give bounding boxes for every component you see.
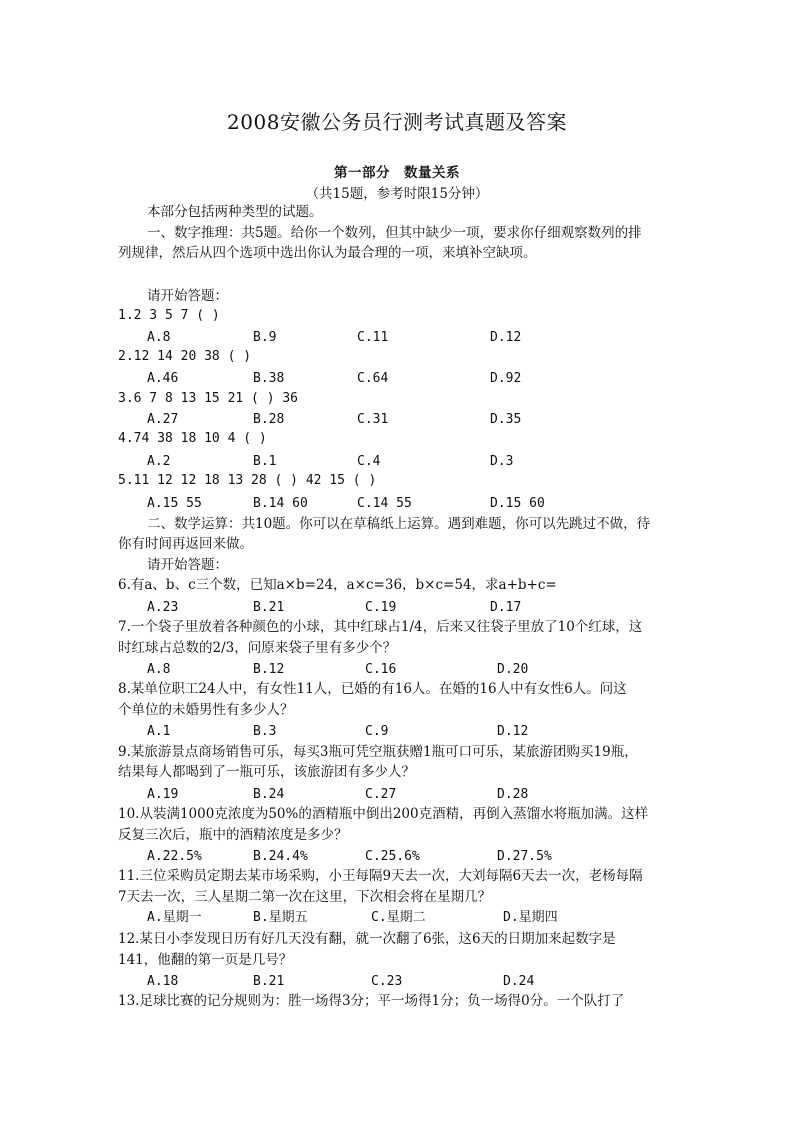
question-7-line1: 7.一个袋子里放着各种颜色的小球，其中红球占1/4，后来又往袋子里放了10个红球，这 bbox=[118, 619, 643, 635]
question-2-option-b: B.38 bbox=[253, 371, 285, 386]
question-10-option-b: B.24.4% bbox=[253, 849, 308, 864]
question-5-option-d: D.15 60 bbox=[490, 496, 545, 511]
question-9-option-b: B.24 bbox=[253, 787, 285, 802]
section1-instructions-line1: 一、数字推理：共5题。给你一个数列，但其中缺少一项，要求你仔细观察数列的排 bbox=[147, 225, 642, 241]
question-6-option-c: C.19 bbox=[365, 600, 397, 615]
question-12-line1: 12.某日小李发现日历有好几天没有翻，就一次翻了6张，这6天的日期加来起数字是 bbox=[118, 931, 616, 947]
question-2-option-d: D.92 bbox=[490, 371, 522, 386]
question-12-option-c: C.23 bbox=[371, 974, 403, 989]
question-10-line1: 10.从装满1000克浓度为50%的酒精瓶中倒出200克酒精，再倒入蒸馏水将瓶加满。这样 bbox=[118, 806, 649, 822]
part-subheading: （共15题，参考时限15分钟） bbox=[305, 186, 489, 202]
question-11-option-c: C.星期二 bbox=[371, 910, 426, 925]
question-5-option-a: A.15 55 bbox=[147, 496, 202, 511]
question-7-option-d: D.20 bbox=[497, 662, 529, 677]
document-title: 2008安徽公务员行测考试真题及答案 bbox=[227, 110, 567, 134]
question-9-line2: 结果每人都喝到了一瓶可乐，该旅游团有多少人？ bbox=[118, 764, 415, 780]
section1-start: 请开始答题： bbox=[147, 288, 228, 304]
question-10-option-c: C.25.6% bbox=[365, 849, 420, 864]
question-7-option-c: C.16 bbox=[365, 662, 397, 677]
question-12-option-b: B.21 bbox=[253, 974, 285, 989]
question-1-stem: 1.2 3 5 7 ( ) bbox=[118, 308, 220, 323]
question-7-option-b: B.12 bbox=[253, 662, 285, 677]
question-10-line2: 反复三次后，瓶中的酒精浓度是多少？ bbox=[118, 827, 348, 843]
question-11-line2: 7天去一次，三人星期二第一次在这里，下次相会将在星期几？ bbox=[118, 889, 492, 905]
question-2-option-a: A.46 bbox=[147, 371, 179, 386]
question-4-option-b: B.1 bbox=[253, 454, 277, 469]
question-9-line1: 9.某旅游景点商场销售可乐，每买3瓶可凭空瓶获赠1瓶可口可乐，某旅游团购买19瓶， bbox=[118, 744, 638, 760]
question-3-option-d: D.35 bbox=[490, 412, 522, 427]
question-1-option-a: A.8 bbox=[147, 330, 171, 345]
question-6-option-b: B.21 bbox=[253, 600, 285, 615]
question-6-stem: 6.有a、b、c三个数，已知a×b=24，a×c=36，b×c=54，求a+b+c= bbox=[118, 577, 557, 593]
section2-start: 请开始答题： bbox=[147, 557, 228, 573]
question-5-option-b: B.14 60 bbox=[253, 496, 308, 511]
question-11-option-d: D.星期四 bbox=[503, 910, 558, 925]
question-8-option-c: C.9 bbox=[365, 724, 389, 739]
question-9-option-d: D.28 bbox=[497, 787, 529, 802]
question-2-option-c: C.64 bbox=[357, 371, 389, 386]
question-6-option-d: D.17 bbox=[490, 600, 522, 615]
question-10-option-a: A.22.5% bbox=[147, 849, 202, 864]
question-7-line2: 时红球占总数的2/3，问原来袋子里有多少个？ bbox=[118, 640, 397, 656]
question-13-line1: 13.足球比赛的记分规则为：胜一场得3分；平一场得1分；负一场得0分。一个队打了 bbox=[118, 993, 625, 1009]
question-3-option-a: A.27 bbox=[147, 412, 179, 427]
question-4-option-d: D.3 bbox=[490, 454, 514, 469]
question-2-stem: 2.12 14 20 38 ( ) bbox=[118, 349, 252, 364]
question-9-option-c: C.27 bbox=[365, 787, 397, 802]
question-4-stem: 4.74 38 18 10 4 ( ) bbox=[118, 431, 267, 446]
section2-instructions-line2: 你有时间再返回来做。 bbox=[118, 536, 253, 552]
question-4-option-c: C.4 bbox=[357, 454, 381, 469]
question-8-line2: 个单位的未婚男性有多少人？ bbox=[118, 702, 294, 718]
question-11-line1: 11.三位采购员定期去某市场采购，小王每隔9天去一次，大刘每隔6天去一次，老杨每隔 bbox=[118, 868, 643, 884]
question-4-option-a: A.2 bbox=[147, 454, 171, 469]
question-1-option-b: B.9 bbox=[253, 330, 277, 345]
question-1-option-d: D.12 bbox=[490, 330, 522, 345]
question-11-option-b: B.星期五 bbox=[253, 910, 308, 925]
question-3-stem: 3.6 7 8 13 15 21 ( ) 36 bbox=[118, 391, 299, 406]
question-11-option-a: A.星期一 bbox=[147, 910, 202, 925]
section1-instructions-line2: 列规律，然后从四个选项中选出你认为最合理的一项，来填补空缺项。 bbox=[118, 245, 537, 261]
question-8-option-b: B.3 bbox=[253, 724, 277, 739]
question-3-option-c: C.31 bbox=[357, 412, 389, 427]
question-7-option-a: A.8 bbox=[147, 662, 171, 677]
question-8-line1: 8.某单位职工24人中，有女性11人，已婚的有16人。在婚的16人中有女性6人。问这 bbox=[118, 681, 627, 697]
question-9-option-a: A.19 bbox=[147, 787, 179, 802]
question-3-option-b: B.28 bbox=[253, 412, 285, 427]
section2-instructions-line1: 二、数学运算：共10题。你可以在草稿纸上运算。遇到难题，你可以先跳过不做，待 bbox=[147, 516, 651, 532]
question-12-option-a: A.18 bbox=[147, 974, 179, 989]
question-12-option-d: D.24 bbox=[503, 974, 535, 989]
question-12-line2: 141，他翻的第一页是几号？ bbox=[118, 952, 293, 968]
question-6-option-a: A.23 bbox=[147, 600, 179, 615]
part-heading: 第一部分 数量关系 bbox=[334, 165, 460, 181]
question-5-option-c: C.14 55 bbox=[357, 496, 412, 511]
question-8-option-d: D.12 bbox=[497, 724, 529, 739]
intro-text: 本部分包括两种类型的试题。 bbox=[147, 204, 323, 220]
question-5-stem: 5.11 12 12 18 13 28 ( ) 42 15 ( ) bbox=[118, 473, 377, 488]
question-8-option-a: A.1 bbox=[147, 724, 171, 739]
question-1-option-c: C.11 bbox=[357, 330, 389, 345]
question-10-option-d: D.27.5% bbox=[497, 849, 552, 864]
